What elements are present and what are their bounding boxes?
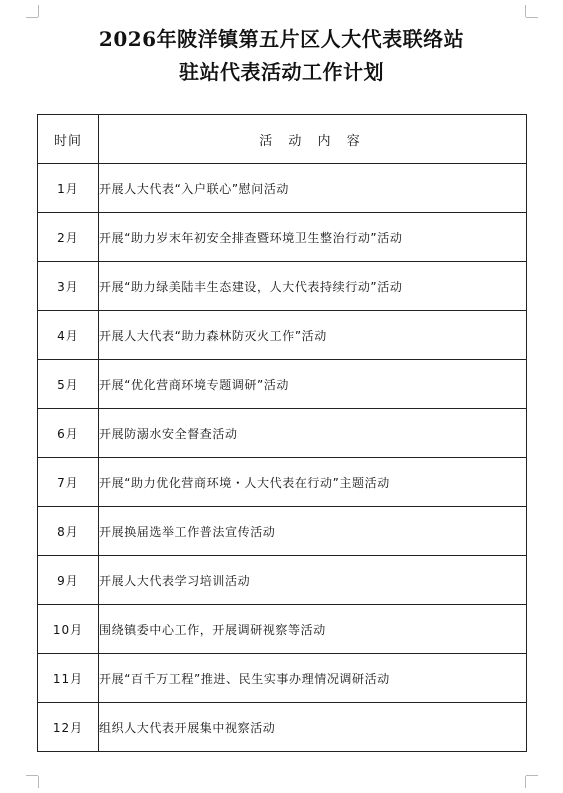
crop-mark: [526, 775, 538, 776]
activity-cell: 组织人大代表开展集中视察活动: [99, 703, 527, 752]
table-row: [38, 213, 527, 262]
crop-mark: [26, 775, 38, 776]
month-cell: 4月: [38, 311, 99, 360]
crop-mark: [526, 17, 538, 18]
activity-cell: 开展换届选举工作普法宣传活动: [99, 507, 527, 556]
table-row: [38, 311, 527, 360]
month-cell: 8月: [38, 507, 99, 556]
crop-mark: [525, 776, 526, 788]
table-row: [38, 409, 527, 458]
month-cell: 10月: [38, 605, 99, 654]
table-row: [38, 556, 527, 605]
document-subtitle: 驻站代表活动工作计划: [179, 60, 384, 84]
activity-cell: 开展人大代表学习培训活动: [99, 556, 527, 605]
header-month: 时间: [38, 115, 99, 164]
table-row: [38, 703, 527, 752]
activity-cell: 开展“优化营商环境专题调研”活动: [99, 360, 527, 409]
month-cell: 9月: [38, 556, 99, 605]
crop-mark: [38, 776, 39, 788]
activity-cell: 开展“助力岁末年初安全排查暨环境卫生整治行动”活动: [99, 213, 527, 262]
table-header-row: [38, 115, 527, 164]
table-row: [38, 262, 527, 311]
table-row: [38, 360, 527, 409]
crop-mark: [26, 17, 38, 18]
header-content: 活 动 内 容: [99, 115, 527, 164]
table-row: [38, 654, 527, 703]
month-cell: 1月: [38, 164, 99, 213]
month-cell: 7月: [38, 458, 99, 507]
activity-cell: 开展“助力优化营商环境・人大代表在行动”主题活动: [99, 458, 527, 507]
month-cell: 12月: [38, 703, 99, 752]
month-cell: 6月: [38, 409, 99, 458]
table-row: [38, 458, 527, 507]
activity-plan-table: [37, 114, 527, 752]
activity-cell: 围绕镇委中心工作，开展调研视察等活动: [99, 605, 527, 654]
table-row: [38, 507, 527, 556]
month-cell: 5月: [38, 360, 99, 409]
month-cell: 11月: [38, 654, 99, 703]
activity-cell: 开展“助力绿美陆丰生态建设，人大代表持续行动”活动: [99, 262, 527, 311]
activity-cell: 开展人大代表“助力森林防灭火工作”活动: [99, 311, 527, 360]
table-row: [38, 164, 527, 213]
table-row: [38, 605, 527, 654]
activity-cell: 开展人大代表“入户联心”慰问活动: [99, 164, 527, 213]
month-cell: 3月: [38, 262, 99, 311]
activity-cell: 开展防溺水安全督查活动: [99, 409, 527, 458]
crop-mark: [38, 5, 39, 17]
month-cell: 2月: [38, 213, 99, 262]
crop-mark: [525, 5, 526, 17]
activity-cell: 开展“百千万工程”推进、民生实事办理情况调研活动: [99, 654, 527, 703]
document-title: 2026年陂洋镇第五片区人大代表联络站: [98, 27, 465, 51]
